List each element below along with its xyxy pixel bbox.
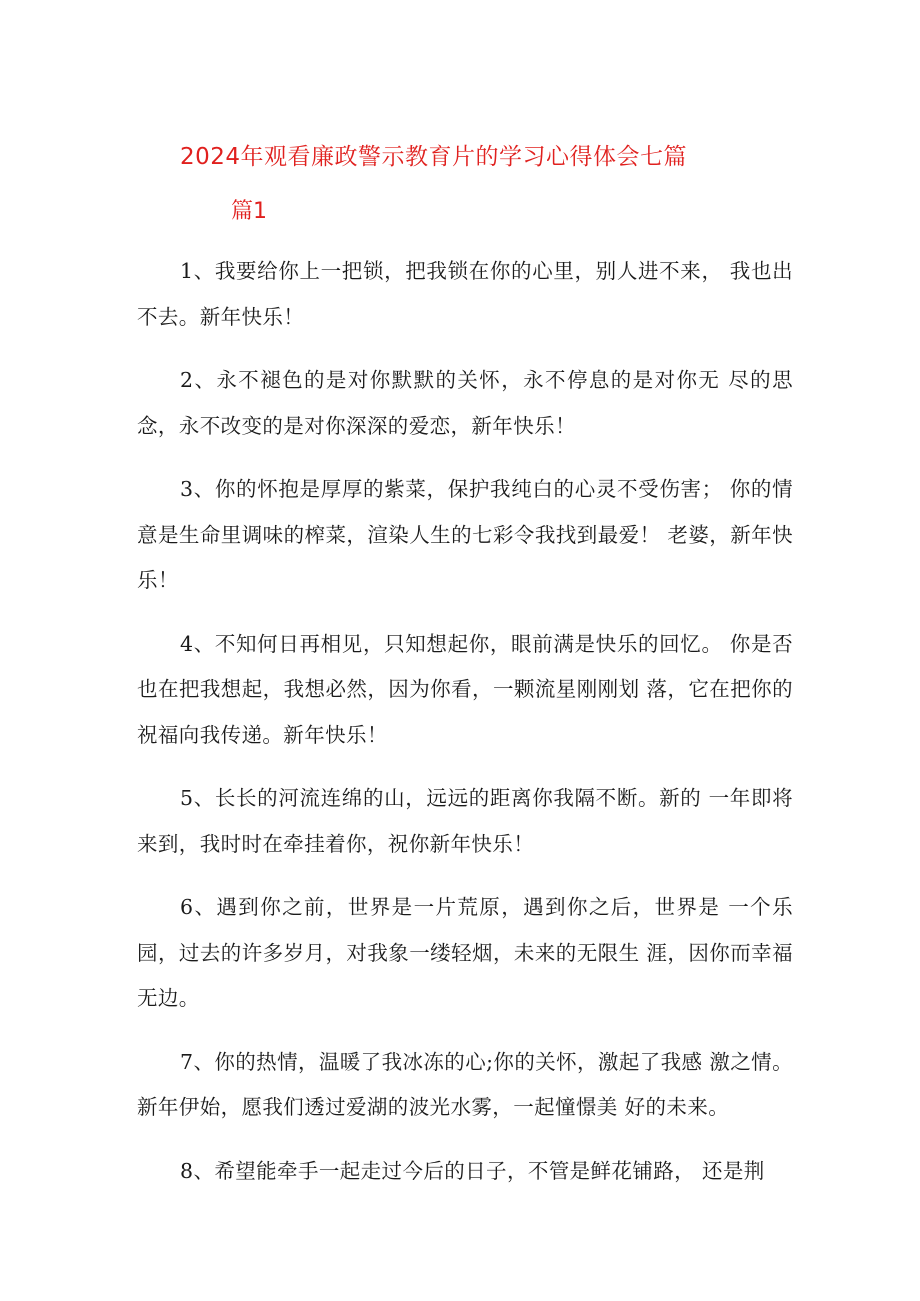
paragraph-6: 6、遇到你之前，世界是一片荒原，遇到你之后，世界是 一个乐园，过去的许多岁月，对我象一缕轻烟，未来的无限生 涯，因你而幸福无边。	[137, 895, 793, 1010]
paragraph-3: 3、你的怀抱是厚厚的紫菜，保护我纯白的心灵不受伤害； 你的情意是生命里调味的榨菜，渲染人生的七彩令我找到最爱！ 老婆，新年快乐！	[137, 477, 793, 592]
section-heading: 篇1	[231, 199, 267, 224]
paragraph-1: 1、我要给你上一把锁，把我锁在你的心里，别人进不来， 我也出不去。新年快乐！	[137, 259, 793, 329]
paragraph-8: 8、希望能牵手一起走过今后的日子，不管是鲜花铺路， 还是荆	[180, 1158, 765, 1183]
document-title: 2024年观看廉政警示教育片的学习心得体会七篇	[180, 144, 688, 170]
paragraph-2: 2、永不褪色的是对你默默的关怀，永不停息的是对你无 尽的思念，永不改变的是对你深深的爱恋，新年快乐！	[137, 368, 793, 438]
document-body	[137, 249, 793, 1212]
paragraph-4: 4、不知何日再相见，只知想起你，眼前满是快乐的回忆。 你是否也在把我想起，我想必然，因为你看，一颗流星刚刚划 落，它在把你的祝福向我传递。新年快乐！	[137, 631, 793, 747]
paragraph-7: 7、你的热情，温暖了我冰冻的心;你的关怀，激起了我感 激之情。新年伊始，愿我们透过爱湖的波光水雾，一起憧憬美 好的未来。	[137, 1049, 793, 1119]
paragraph-5: 5、长长的河流连绵的山，远远的距离你我隔不断。新的 一年即将来到，我时时在牵挂着你，祝你新年快乐！	[137, 786, 793, 856]
